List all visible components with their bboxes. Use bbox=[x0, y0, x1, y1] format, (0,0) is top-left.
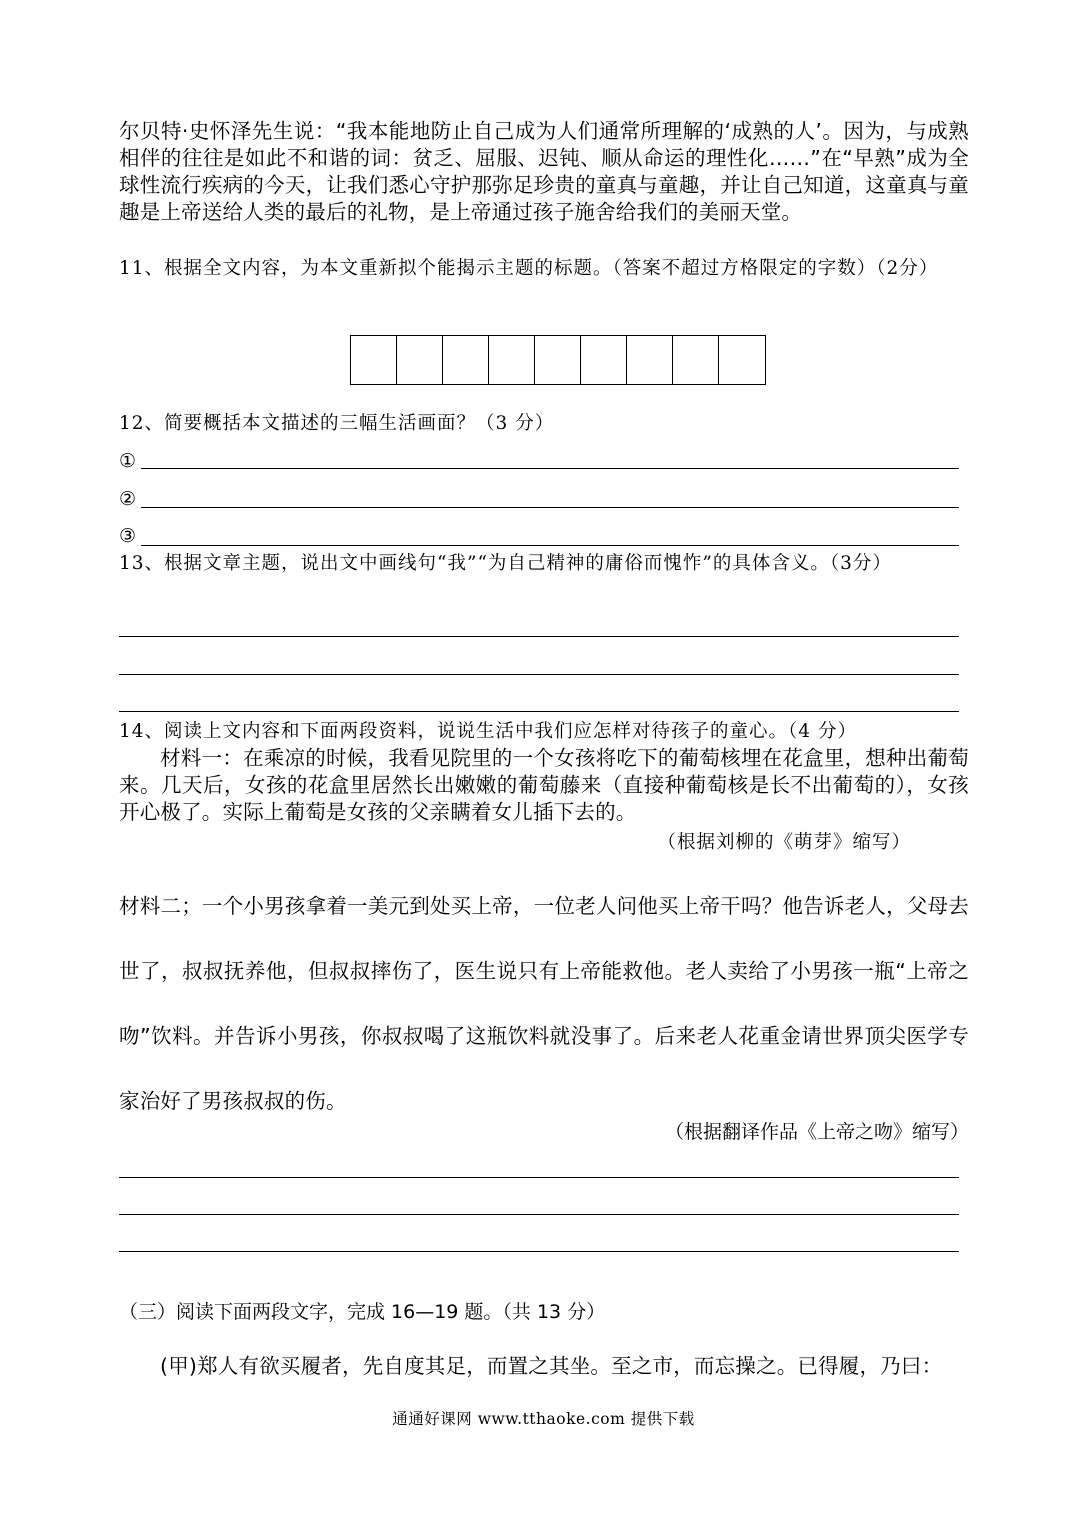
material-1-source: （根据刘柳的《萌芽》缩写） bbox=[657, 832, 911, 853]
material-2: 材料二；一个小男孩拿着一美元到处买上帝，一位老人问他买上帝干吗？他告诉老人，父母去世了，叔叔抚养他，但叔叔摔伤了，医生说只有上帝能救他。老人卖给了小男孩一瓶“上帝之吻”饮料。并告诉小男孩，你叔叔喝了这瓶饮料就没事了。后来老人花重金请世界顶尖医学专家治好了男孩叔叔的伤。 bbox=[119, 894, 969, 1113]
answer-line[interactable] bbox=[119, 711, 959, 712]
page-footer: 通通好课网 www.tthaoke.com 提供下载 bbox=[392, 1410, 695, 1428]
answer-line[interactable] bbox=[141, 545, 959, 546]
section-3-heading: （三）阅读下面两段文字，完成 16—19 题。（共 13 分） bbox=[119, 1301, 606, 1323]
answer-marker-2: ② bbox=[119, 488, 137, 510]
answer-line[interactable] bbox=[141, 468, 959, 469]
title-answer-grid[interactable] bbox=[350, 335, 766, 385]
answer-line[interactable] bbox=[141, 507, 959, 508]
grid-cell[interactable] bbox=[673, 336, 719, 384]
answer-line[interactable] bbox=[119, 1177, 959, 1178]
grid-cell[interactable] bbox=[443, 336, 489, 384]
grid-cell[interactable] bbox=[581, 336, 627, 384]
question-12: 12、简要概括本文描述的三幅生活画面？（3 分） bbox=[119, 413, 555, 434]
grid-cell[interactable] bbox=[351, 336, 397, 384]
answer-line[interactable] bbox=[119, 1251, 959, 1252]
grid-cell[interactable] bbox=[627, 336, 673, 384]
answer-line[interactable] bbox=[119, 1214, 959, 1215]
answer-line[interactable] bbox=[119, 674, 959, 675]
answer-line[interactable] bbox=[119, 636, 959, 637]
material-1: 材料一：在乘凉的时候，我看见院里的一个女孩将吃下的葡萄核埋在花盒里，想种出葡萄来。几天后，女孩的花盒里居然长出嫩嫩的葡萄藤来（直接种葡萄核是长不出葡萄的），女孩开心极了。实际上葡萄是女孩的父亲瞒着女儿插下去的。 bbox=[119, 746, 969, 824]
question-11: 11、根据全文内容，为本文重新拟个能揭示主题的标题。（答案不超过方格限定的字数）（2分） bbox=[119, 258, 939, 279]
grid-cell[interactable] bbox=[719, 336, 765, 384]
grid-cell[interactable] bbox=[535, 336, 581, 384]
answer-marker-3: ③ bbox=[119, 525, 137, 547]
question-14: 14、阅读上文内容和下面两段资料，说说生活中我们应怎样对待孩子的童心。（4 分） bbox=[119, 721, 857, 742]
grid-cell[interactable] bbox=[489, 336, 535, 384]
grid-cell[interactable] bbox=[397, 336, 443, 384]
answer-marker-1: ① bbox=[119, 450, 137, 472]
passage-paragraph: 尔贝特·史怀泽先生说：“我本能地防止自己成为人们通常所理解的‘成熟的人’。因为，与成熟相伴的往往是如此不和谐的词：贫乏、屈服、迟钝、顺从命运的理性化……”在“早熟”成为全球性流行疾病的今天，让我们悉心守护那弥足珍贵的童真与童趣，并让自己知道，这童真与童趣是上帝送给人类的最后的礼物，是上帝通过孩子施舍给我们的美丽天堂。 bbox=[119, 119, 969, 224]
classical-text-jia: (甲)郑人有欲买履者，先自度其足，而置之其坐。至之市，而忘操之。已得履，乃曰： bbox=[160, 1354, 943, 1378]
question-13: 13、根据文章主题，说出文中画线句“我”“为自己精神的庸俗而愧怍”的具体含义。（3分） bbox=[119, 553, 892, 574]
material-2-source: （根据翻译作品《上帝之吻》缩写） bbox=[664, 1121, 969, 1143]
